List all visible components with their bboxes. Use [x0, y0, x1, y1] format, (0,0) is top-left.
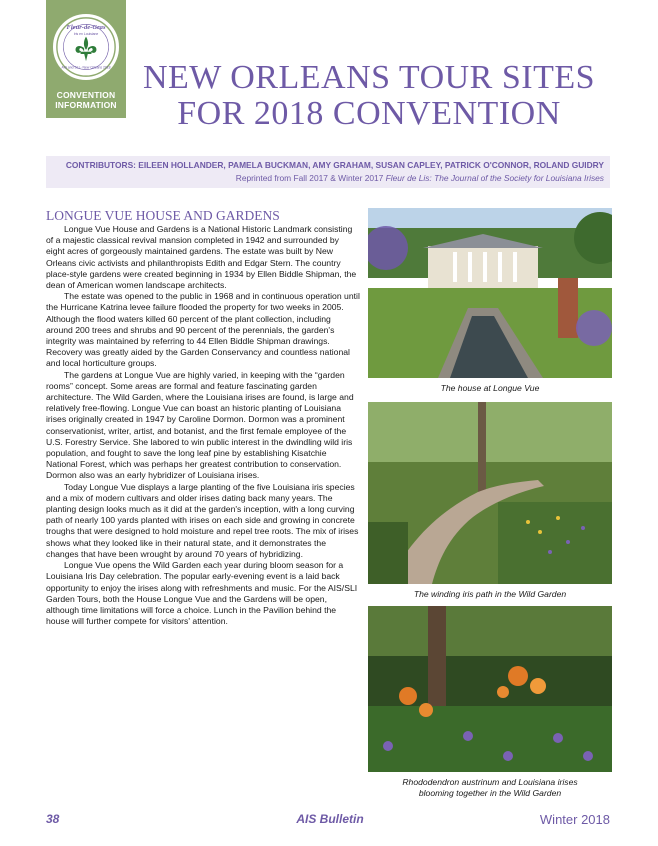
paragraph: Longue Vue opens the Wild Garden each year during bloom season for a Louisiana Iris Day celebration. The popular early-evening event is a laid back opportunity to enjoy the irises along with refreshments and music. For the AIS/SLI Garden Tours, both the House Longue Vue and the Gardens will be open, although time limitations will force a choice. Lunch in the Pavilion behind the house will further compete for visitors' attention. — [46, 560, 358, 627]
photo-caption: The winding iris path in the Wild Garden — [413, 589, 567, 599]
svg-text:Fleur-de-Gras: Fleur-de-Gras — [66, 24, 106, 32]
caption-line-2: blooming together in the Wild Garden — [418, 788, 562, 798]
publication-name: AIS Bulletin — [296, 812, 364, 826]
photo-caption: The house at Longue Vue — [440, 383, 540, 393]
photo-caption — [368, 777, 612, 799]
svg-text:Iris en Louisiane: Iris en Louisiane — [73, 31, 99, 36]
reprint-journal: Fleur de Lis: The Journal of the Society for Louisiana Irises — [385, 173, 604, 183]
paragraph: The estate was opened to the public in 1968 and in continuous operation until the Hurricane Katrina levee failure flooded the property for two weeks in 2005. Although the flood waters killed 60 percent of the plant collection, including around 200 trees and shrubs and 90 percent of the perennials, the garden's integrity was maintained by referring to 44 Ellen Biddle Shipman drawings. Recovery was greatly aided by the Garden Conservancy and countless national and local horticulture groups. — [46, 291, 360, 369]
fleur-de-gras-logo — [53, 14, 119, 80]
paragraph: Today Longue Vue displays a large planting of the five Louisiana iris species and a mix of modern cultivars and older irises dating back many years. The planting design looks much as it did at the garden's inception, with a long curving path of nearly 100 yards planted with irises on each side and growing in concrete troughs that were designed to hold moisture and repel tree roots. The mix of irises shows what they looked like in their natural state, and it demonstrates the changes that have been wrought by around 70 years of hybridizing. — [46, 481, 359, 559]
photo-iris-path — [368, 402, 612, 584]
issue-label: Winter 2018 — [539, 812, 610, 827]
badge-label — [46, 90, 126, 110]
contributors-box — [46, 156, 610, 188]
badge-line-2: INFORMATION — [55, 100, 117, 110]
paragraph: Longue Vue House and Gardens is a National Historic Landmark consisting of a majestic classical revival mansion completed in 1942 and surrounded by eight acres of gorgeously maintained gardens. The estate was built by New Orleans civic activists and philanthropists Edith and Edgar Stern. The country place-style gardens were created beginning in 1934 by Ellen Biddle Shipman, the dean of American women landscape architects. — [46, 224, 357, 291]
title-line-2: FOR 2018 CONVENTION — [177, 95, 561, 132]
photo-rhododendron — [368, 606, 612, 772]
page-title — [134, 60, 604, 132]
contributors-names: CONTRIBUTORS: EILEEN HOLLANDER, PAMELA BUCKMAN, AMY GRAHAM, SUSAN CAPLEY, PATRICK O'CONNOR, ROLAND GUIDRY — [65, 160, 604, 170]
svg-text:AIS and SLI · New Orleans 2018: AIS and SLI · New Orleans 2018 — [61, 65, 111, 70]
reprint-prefix: Reprinted from Fall 2017 & Winter 2017 — [235, 173, 386, 183]
title-line-1: NEW ORLEANS TOUR SITES — [142, 59, 596, 96]
photo-house — [368, 208, 612, 378]
reprint-note — [52, 172, 604, 184]
paragraph: The gardens at Longue Vue are highly varied, in keeping with the “garden rooms” concept. Some areas are formal and feature fascinating garden architecture. The Wild Garden, where the Louisiana irises are found, is large and relatively free-flowing. Longue Vue can boast an historic planting of Louisiana irises originally created in 1947 by Caroline Dormon. Dormon was a prominent conservationist, writer, artist, and botanist, and the first female employee of the U.S. Forestry Service. She labored to win public interest in the dwindling wild iris population, and fought to save the long leaf pine by establishing Kisatchie National Forest, which was perhaps her greatest contribution to conservation. Dormon also was an early hybridizer of Louisiana irises. — [46, 369, 354, 481]
caption-line-1: Rhododendron austrinum and Louisiana irises — [402, 777, 578, 787]
page-number: 38 — [46, 812, 60, 826]
article-body — [46, 208, 360, 627]
convention-info-badge — [46, 0, 126, 118]
section-heading: LONGUE VUE HOUSE AND GARDENS — [46, 208, 280, 223]
badge-line-1: CONVENTION — [56, 90, 116, 100]
